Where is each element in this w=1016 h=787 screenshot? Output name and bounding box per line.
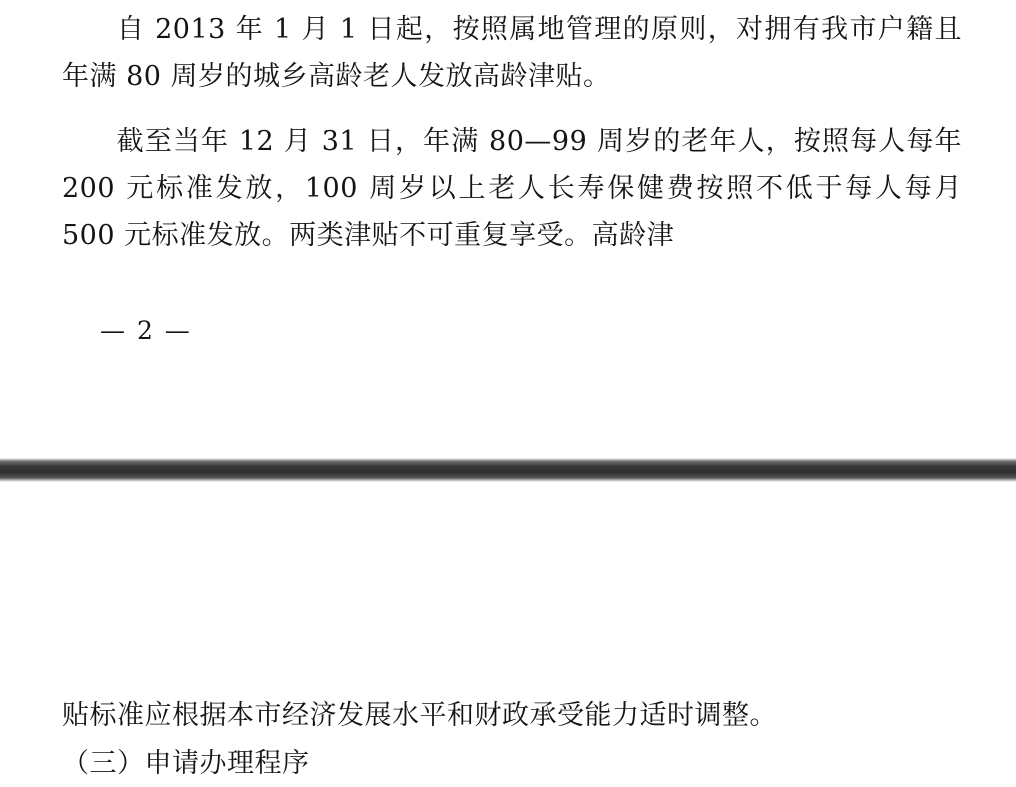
continuation-line-2: （三）申请办理程序 xyxy=(62,748,310,779)
paragraph-1 xyxy=(62,6,962,100)
paragraph-2-text: 截至当年 12 月 31 日，年满 80—99 周岁的老年人，按照每人每年 200 元标准发放，100 周岁以上老人长寿保健费按照不低于每人每月 500 元标准发放。两类津贴不可重复享受。高龄津 xyxy=(62,126,962,251)
paragraph-1-text: 自 2013 年 1 月 1 日起，按照属地管理的原则，对拥有我市户籍且年满 80 周岁的城乡高龄老人发放高龄津贴。 xyxy=(62,14,962,92)
paragraph-2 xyxy=(62,118,962,259)
document-page-bottom-clip xyxy=(0,482,1016,779)
page-separator-band xyxy=(0,458,1016,482)
continuation-line-1: 贴标准应根据本市经济发展水平和财政承受能力适时调整。 xyxy=(62,700,777,731)
page-number: — 2 — xyxy=(100,316,192,345)
document-page-bottom xyxy=(0,482,1016,779)
